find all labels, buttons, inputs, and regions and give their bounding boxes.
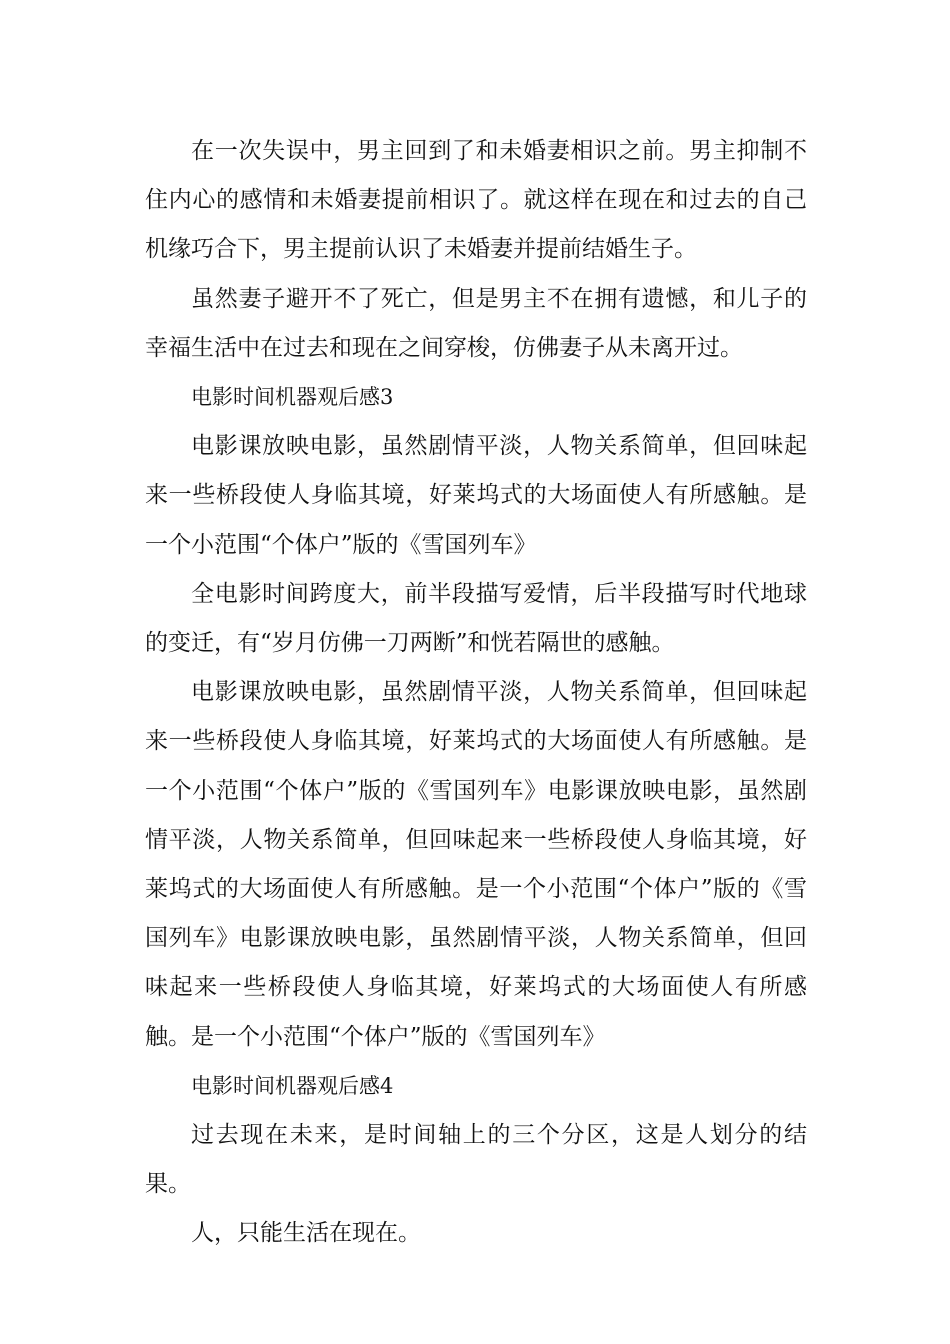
paragraph-live-now: 人，只能生活在现在。	[191, 1220, 421, 1247]
section-heading-3: 电影时间机器观后感3	[191, 385, 394, 410]
paragraph-wife-fate: 虽然妻子避开不了死亡，但是男主不在拥有遗憾，和儿子的幸福生活中在过去和现在之间穿梭，仿佛妻子从未离开过。	[145, 285, 807, 361]
paragraph-timeline: 过去现在未来，是时间轴上的三个分区，这是人划分的结果。	[145, 1122, 807, 1198]
paragraph-time-span: 全电影时间跨度大，前半段描写爱情，后半段描写时代地球的变迁，有“岁月仿佛一刀两断”和恍若隔世的感触。	[145, 580, 807, 657]
paragraph-film-class-intro: 电影课放映电影，虽然剧情平淡，人物关系简单，但回味起来一些桥段使人身临其境，好莱坞式的大场面使人有所感触。是一个小范围“个体户”版的《雪国列车》	[145, 433, 807, 558]
section-heading-4: 电影时间机器观后感4	[191, 1073, 394, 1098]
document-body	[145, 127, 807, 1259]
paragraph-film-class-repeat: 电影课放映电影，虽然剧情平淡，人物关系简单，但回味起来一些桥段使人身临其境，好莱坞式的大场面使人有所感触。是一个小范围“个体户”版的《雪国列车》电影课放映电影，虽然剧情平淡，人物关系简单，但回味起来一些桥段使人身临其境，好莱坞式的大场面使人有所感触。是一个小范围“个体户”版的《雪国列车》电影课放映电影，虽然剧情平淡，人物关系简单，但回味起来一些桥段使人身临其境，好莱坞式的大场面使人有所感触。是一个小范围“个体户”版的《雪国列车》	[145, 679, 807, 1050]
paragraph-time-travel-meeting: 在一次失误中，男主回到了和未婚妻相识之前。男主抑制不住内心的感情和未婚妻提前相识了。就这样在现在和过去的自己机缘巧合下，男主提前认识了未婚妻并提前结婚生子。	[145, 138, 807, 263]
